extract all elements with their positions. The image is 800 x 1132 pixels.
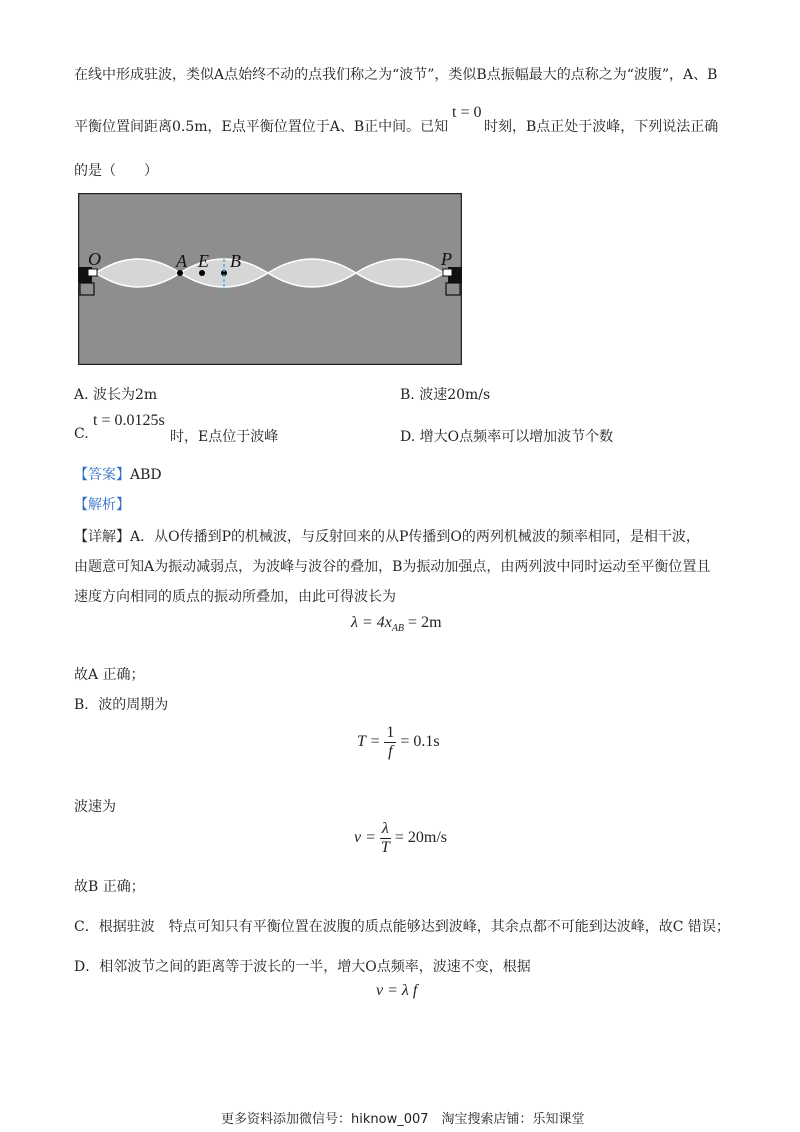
standing-wave-diagram <box>78 193 462 365</box>
question-line-2a: 平衡位置间距离0.5m，E点平衡位置位于A、B正中间。已知 <box>74 119 449 135</box>
standing-wave-figure <box>78 193 462 365</box>
detail-text-1: A．从O传播到P的机械波，与反射回来的从P传播到O的两列机械波的频率相同，是相干波， <box>130 529 700 545</box>
eq3-num: λ <box>381 820 389 837</box>
answer-value: ABD <box>130 467 162 483</box>
equation-vlf: v = λ f <box>376 982 418 999</box>
a-correct: 故A 正确； <box>74 667 145 683</box>
question-t0: t = 0 <box>452 104 482 121</box>
option-c-prefix: C. <box>74 426 89 442</box>
answer-tag: 【答案】 <box>74 467 130 483</box>
equation-period <box>357 724 440 761</box>
option-d: D. 增大O点频率可以增加波节个数 <box>400 429 614 445</box>
left-source-clamp <box>88 269 97 276</box>
label-B: B <box>230 251 241 271</box>
equation-speed <box>354 820 447 857</box>
right-end-clamp <box>443 269 452 276</box>
eq2-num: 1 <box>386 724 395 741</box>
eq3-rhs: = 20m/s <box>394 829 447 847</box>
detail-line-3: 速度方向相同的质点的振动所叠加，由此可得波长为 <box>74 589 396 605</box>
d-explanation: D．相邻波节之间的距离等于波长的一半，增大O点频率，波速不变，根据 <box>74 959 531 975</box>
equation-wavelength <box>351 614 442 634</box>
label-P: P <box>441 249 452 269</box>
page-footer: 更多资料添加微信号：hiknow_007 淘宝搜索店铺：乐知课堂 <box>221 1112 585 1127</box>
b-intro: B．波的周期为 <box>74 697 169 713</box>
b-correct: 故B 正确； <box>74 879 145 895</box>
speed-label: 波速为 <box>74 799 116 815</box>
eq1-lhs: λ = 4x <box>351 614 392 631</box>
eq3-fraction <box>380 820 391 857</box>
option-a: A. 波长为2m <box>74 387 158 403</box>
option-c-math: t = 0.0125s <box>93 412 165 429</box>
option-b: B. 波速20m/s <box>400 387 491 403</box>
question-line-1: 在线中形成驻波，类似A点始终不动的点我们称之为“波节”，类似B点振幅最大的点称之为“波腹”，A、B <box>74 67 718 83</box>
detail-line-1 <box>74 526 700 546</box>
eq1-sub: AB <box>391 623 405 635</box>
label-E: E <box>198 251 209 271</box>
question-line-3: 的是（ ） <box>74 163 158 179</box>
option-c-suffix: 时，E点位于波峰 <box>170 429 279 445</box>
eq2-rhs: = 0.1s <box>400 733 440 751</box>
label-O: O <box>88 249 101 269</box>
c-explanation: C．根据驻波 特点可知只有平衡位置在波腹的质点能够达到波峰，其余点都不可能到达波峰，故C 错误； <box>74 919 730 935</box>
eq3-lhs: v = <box>354 829 376 847</box>
label-A: A <box>176 251 187 271</box>
eq1-rhs: = 2m <box>404 614 442 631</box>
detail-tag: 【详解】 <box>74 529 130 545</box>
eq2-den: f <box>388 743 393 760</box>
eq2-lhs: T = <box>357 733 381 751</box>
question-line-2b: 时刻，B点正处于波峰，下列说法正确 <box>484 119 719 135</box>
detail-line-2: 由题意可知A为振动减弱点，为波峰与波谷的叠加，B为振动加强点，由两列波中同时运动至平衡位置且 <box>74 559 711 575</box>
answer-line <box>74 464 162 484</box>
analysis-tag: 【解析】 <box>74 497 130 513</box>
eq2-fraction <box>384 724 396 761</box>
eq3-den: T <box>380 839 390 856</box>
